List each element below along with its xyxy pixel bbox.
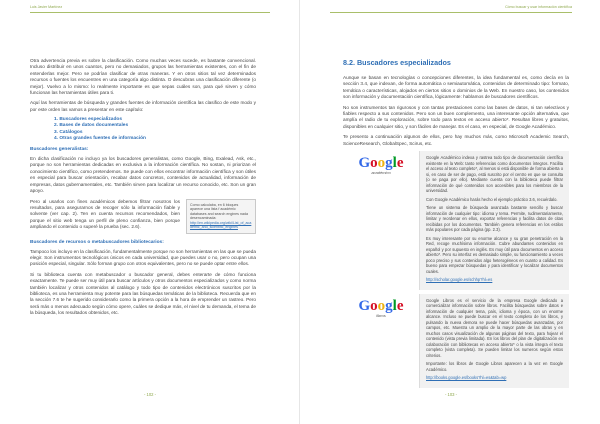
google-scholar-logo — [343, 151, 419, 290]
recursos-paragraph-2: Si tu biblioteca cuenta con metabuscador o buscador general, debes enterarte de cómo funciona exactamente. Te puede ser muy útil para buscar artículos y otros documentos especializados y como norma también localizar y otros contenidos al catálogo y todo tipo de contenidos electrónicos suscritos por la biblioteca, es una herramienta muy potente para las búsquedas temáticas de la biblioteca. Recuerda que en la sección 7.6 te he sugerido considerarlo como la primera opción a la hora de emprender un rastreo. Pero será más o menos adecuado según cómo opere, cuáles se dedique más, el nivel de tu demanda, el tema de la búsqueda, los resultados obtenidos, etc. — [30, 271, 256, 316]
google-books-box — [343, 294, 569, 388]
scholar-paragraph: Es muy interesante por su enorme alcance y su gran penetración en la Red, recoge muchísima información. Cubre abundantes contenidos en español y por supuesto en inglés. Es muy útil para documentos en acceso abierto*. Pero su interfaz es demasiado simple, su funcionamiento a veces poco preciso y sus contenidos algo heterogéneos en cuanto a calidad. Es bueno para empezar búsquedas y para identificar y localizar documentos cuales. — [426, 235, 563, 274]
specialized-paragraph-2: No son instrumentos tan rigurosos y con tantas prestaciones como las bases de datos, ni tan selectivos y fiables respecto a sus contenidos. Pero son un buen complemento, una interesante opción alternativa, que amplía el radio de tu exploración, sobre todo para textos en acceso abierto*. Resultan libres y gratuitos, disponibles en cualquier sitio, y son fáciles de manejar. Es el caso, en especial, de Google Académico. — [343, 104, 569, 129]
subhead-recursos: Buscadores de recursos o metabuscadores bibliotecarios: — [30, 239, 164, 245]
side-note-link[interactable]: http://en.wikipedia.org/wiki/List_of_academic_and_scientific_engines — [190, 220, 252, 230]
google-scholar-box — [343, 151, 569, 290]
subhead-generalistas: Buscadores generalistas: — [30, 147, 89, 153]
scholar-paragraph: Google Académico indexa y rastrea todo tipo de documentación científica existente en la Web: tanto referencias como documentos íntegros. Facilita el acceso al texto completo*, al menos si está disponible de forma abierta o si, en caso de ser de pago, está suscrito por el centro en que se consulta (o se paga por ello). Mediante cuenta con la biblioteca puede filtrar información de qué contenidos son accesibles para los miembros de la universidad. — [426, 155, 563, 194]
running-head-left: Luis Javier Martínez — [30, 5, 63, 9]
page-number-right: - 103 - — [444, 392, 458, 397]
header-rule — [30, 12, 270, 13]
header-rule — [330, 12, 572, 13]
scholar-paragraph: Con Google Académico harás hecho el ejemplo práctico 3.6, recuérdalo. — [426, 196, 558, 202]
generalistas-paragraph-2: Pero al usarlos con fines académicos debemos filtrar nosotros los resultados, para asegurarnos de recoger sólo la información fiable y solvente (ver cap. 2). Ten en cuenta recursos recomendados, bien porque el sitio web tenga un perfil de pleno confianza, bien porque ampliando el contenido o superé la prueba (sec. 2.6). — [30, 198, 180, 230]
books-paragraph: Importante: los libros de Google Libros aparecen a la vez en Google Académico. — [426, 361, 563, 372]
google-books-logo-subtitle: libros — [376, 312, 386, 318]
left-column — [30, 58, 256, 321]
recursos-paragraph-1: Tampoco los incluyo en la clasificación, fundamentalmente porque no son herramientas en las que se pueda elegir. Son instrumentos tecnológicos únicos en cada universidad, que puedes usar o no, pero ocupan una posición especial, singular. Sólo forman grupo con otros equivalentes, pero no se puede optar entre ellos. — [30, 248, 256, 267]
svg-text:Google: Google — [358, 297, 404, 314]
google-books-description — [419, 294, 569, 388]
note-wrap — [30, 199, 256, 235]
running-head-right: Cómo buscar y usar información científica — [505, 5, 572, 9]
toc-item[interactable]: 3. Catálogos — [54, 129, 83, 135]
intro-paragraph: Otra advertencia previa es sobre la clasificación. Como muchas veces sucede, es bastante convencional. Incluso distribuir en unos cuantos, pero no demasiados, grupos las herramientas existentes, con el fin de entenderlas mejor. Pero se podrían clasificar de otras maneras. Y en otros sitios tal vez determinados recursos o fuentes los encuentres en una categoría algo distinta. O descubras una clasificación diferente (o mejor). Vuelvo a lo mismo: lo realmente importante es que sepas cuáles son, para qué sirven y cómo funcionan las herramientas útiles para ti. — [30, 58, 256, 96]
google-books-logo — [343, 294, 419, 388]
specialized-paragraph-3: Te presento a continuación algunos de ellos, pero hay muchos más, como Microsoft Academic Search, ScienceResearch, GlobalSpec, Scirus, etc. — [343, 134, 569, 146]
side-note-box — [186, 199, 256, 235]
right-page — [300, 0, 600, 424]
google-scholar-description — [419, 151, 569, 290]
books-paragraph: Google Libros es el servicio de la empresa Google dedicado a comercializar información sobre libros. Facilita búsquedas sobre datos e información de cualquier tema, país, idioma y época, con un enorme alcance. Incluso se puede buscar en el texto completo de los libros, y pulsando la nueva demora se puede hacer búsquedas avanzadas, por campos, etc. Muestra un amplio de la mayor parte de las obras y en muchos casos visualización de algunas páginas del texto, para hojear el contenido (vista previa limitada). En los libros del plan de digitalización en colaboración con bibliotecas en acceso abierto* o la vista íntegra el texto completo (vista completa). Se pueden limitar los numeros según estos criterios. — [426, 297, 563, 358]
section-title: 8.2. Buscadores especializados — [343, 58, 451, 67]
google-scholar-logo-subtitle: académico — [371, 170, 391, 176]
svg-text:Google: Google — [358, 155, 404, 172]
scholar-link[interactable]: http://scholar.google.es/schhp?hl=es — [426, 277, 493, 283]
chapter-toc — [30, 117, 256, 142]
side-note-text: Como calculaba, en 6 bloques aparece una lista f académic databases and search engines nada desencaminada: — [190, 202, 248, 221]
generalistas-paragraph-1: En dicha clasificación no incluyo ya los buscadores generalistas, como Google, Bing, Exalead, Ask, etc., porque no son herramientas dedicadas en exclusiva a la información científica. No sostan, ni priorizan el conocimiento científico, como pretendemos. Se puede con ellos encontrar información científica y son útiles en especial para buscar orientación, recabar datos concretos, contenidos de actualidad, información de empresas, datos gubernamentales, etc. También sirven para localizar un recurso conocido, etc. Son un gran apoyo. — [30, 156, 256, 194]
toc-item[interactable]: 1. Buscadores especializados — [54, 117, 122, 123]
toc-intro-paragraph: Aquí las herramientas de búsqueda y grandes fuentes de información científica las clasifico de este modo y por este orden las vamos a presentar en este capítulo: — [30, 100, 256, 112]
scholar-paragraph: Tiene un sistema de búsqueda avanzada bastante sencillo y buscar información de cualquier tipo: idioma y tema. Permite, rudimentariamente, limitar y reordenar en ellos, exportar referencias y facilita datos de citas recibidas por los documentos. También genera referencias en los estilos más populares por cada página (pp. 2.3). — [426, 205, 563, 233]
toc-item[interactable]: 4. Otras grandes fuentes de información — [54, 135, 146, 141]
books-link[interactable]: http://books.google.es/books?hl=es&tab=wp — [426, 375, 507, 381]
specialized-paragraph-1: Aunque se basan en tecnologías o concepciones diferentes, la idea fundamental es, como decía en la sección 3.4, que indexan, de forma automática o semiautomática, contenidos de determinado tipo: formato, temática o características, alojados en ciertos sitios o dominios de la Web. En nuestro caso, los contenidos son información y documentación científica, lógicamente: hablamos de buscadores científicos. — [343, 75, 569, 100]
page-number-left: - 102 - — [143, 392, 157, 397]
toc-item[interactable]: 2. Bases de datos documentales — [54, 123, 129, 129]
right-column — [343, 58, 569, 392]
